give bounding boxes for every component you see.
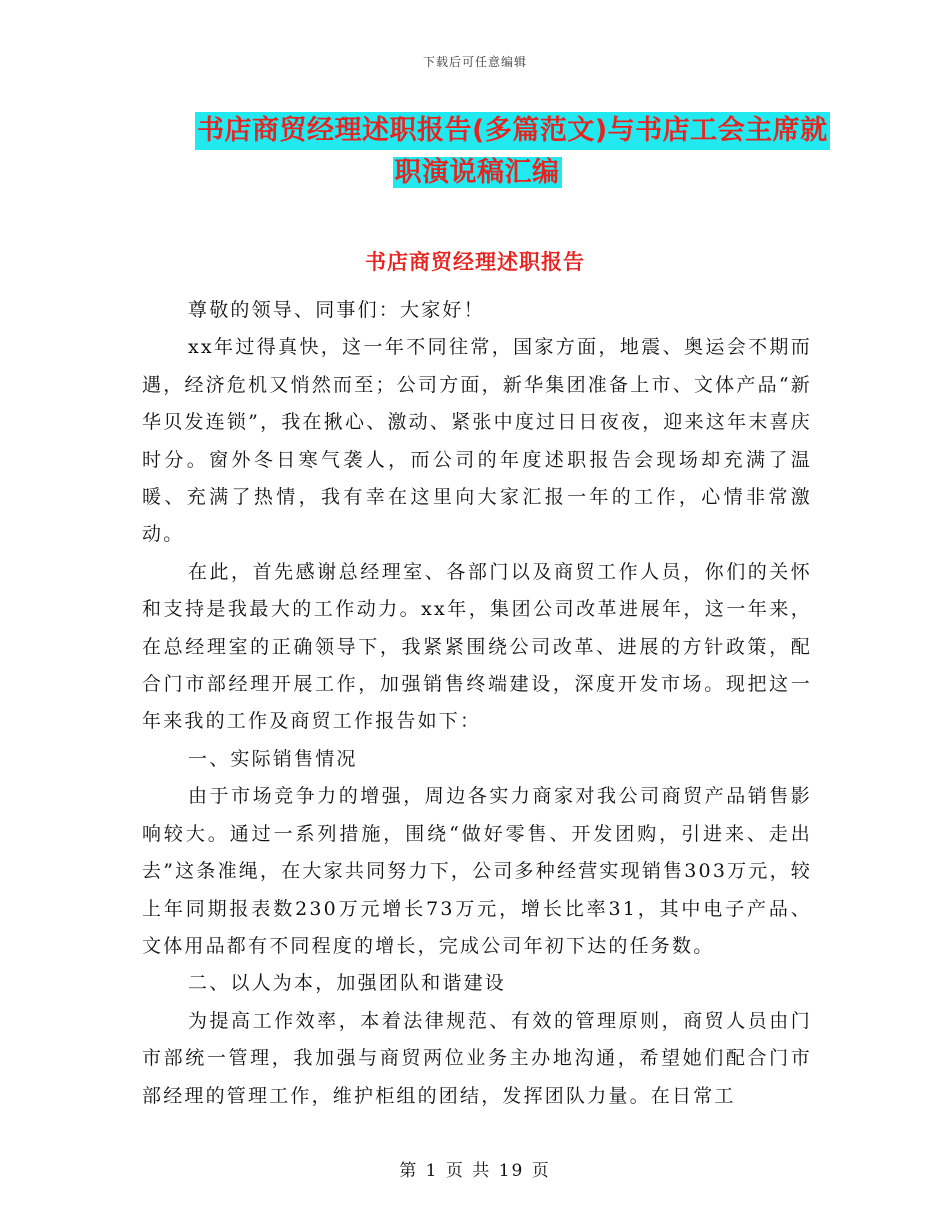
paragraph-intro: xx年过得真快，这一年不同往常，国家方面，地震、奥运会不期而遇，经济危机又悄然而至；公司方面，新华集团准备上市、文体产品“新华贝发连锁”，我在揪心、激动、紧张中度过日日夜夜，迎来这年末喜庆时分。窗外冬日寒气袭人，而公司的年度述职报告会现场却充满了温暖、充满了热情，我有幸在这里向大家汇报一年的工作，心情非常激动。 — [142, 336, 812, 546]
heading-team: 二、以人为本，加强团队和谐建设 — [188, 972, 507, 995]
document-title-line-2: 职演说稿汇编 — [394, 157, 560, 188]
section-title: 书店商贸经理述职报告 — [365, 250, 585, 274]
document-title-line-2-wrapper — [140, 154, 814, 192]
heading-sales: 一、实际销售情况 — [188, 747, 358, 770]
document-body — [142, 292, 812, 1115]
page-footer: 第 1 页 共 19 页 — [399, 1161, 551, 1181]
document-title-line-1: 书店商贸经理述职报告(多篇范文)与书店工会主席就 — [195, 112, 830, 150]
paragraph-thanks: 在此，首先感谢总经理室、各部门以及商贸工作人员，你们的关怀和支持是我最大的工作动力。xx年，集团公司改革进展年，这一年来，在总经理室的正确领导下，我紧紧围绕公司改革、进展的方针政策，配合门市部经理开展工作，加强销售终端建设，深度开发市场。现把这一年来我的工作及商贸工作报告如下： — [142, 560, 812, 733]
paragraph-greeting: 尊敬的领导、同事们：大家好！ — [188, 299, 485, 321]
paragraph-team: 为提高工作效率，本着法律规范、有效的管理原则，商贸人员由门市部统一管理，我加强与商贸两位业务主办地沟通，希望她们配合门市部经理的管理工作，维护柜组的团结，发挥团队力量。在日常工 — [142, 1009, 812, 1107]
paragraph-sales: 由于市场竞争力的增强，周边各实力商家对我公司商贸产品销售影响较大。通过一系列措施，围绕“做好零售、开发团购，引进来、走出去”这条准绳，在大家共同努力下，公司多种经营实现销售303万元，较上年同期报表数230万元增长73万元，增长比率31，其中电子产品、文体用品都有不同程度的增长，完成公司年初下达的任务数。 — [142, 785, 812, 957]
header-note: 下载后可任意编辑 — [422, 55, 527, 69]
